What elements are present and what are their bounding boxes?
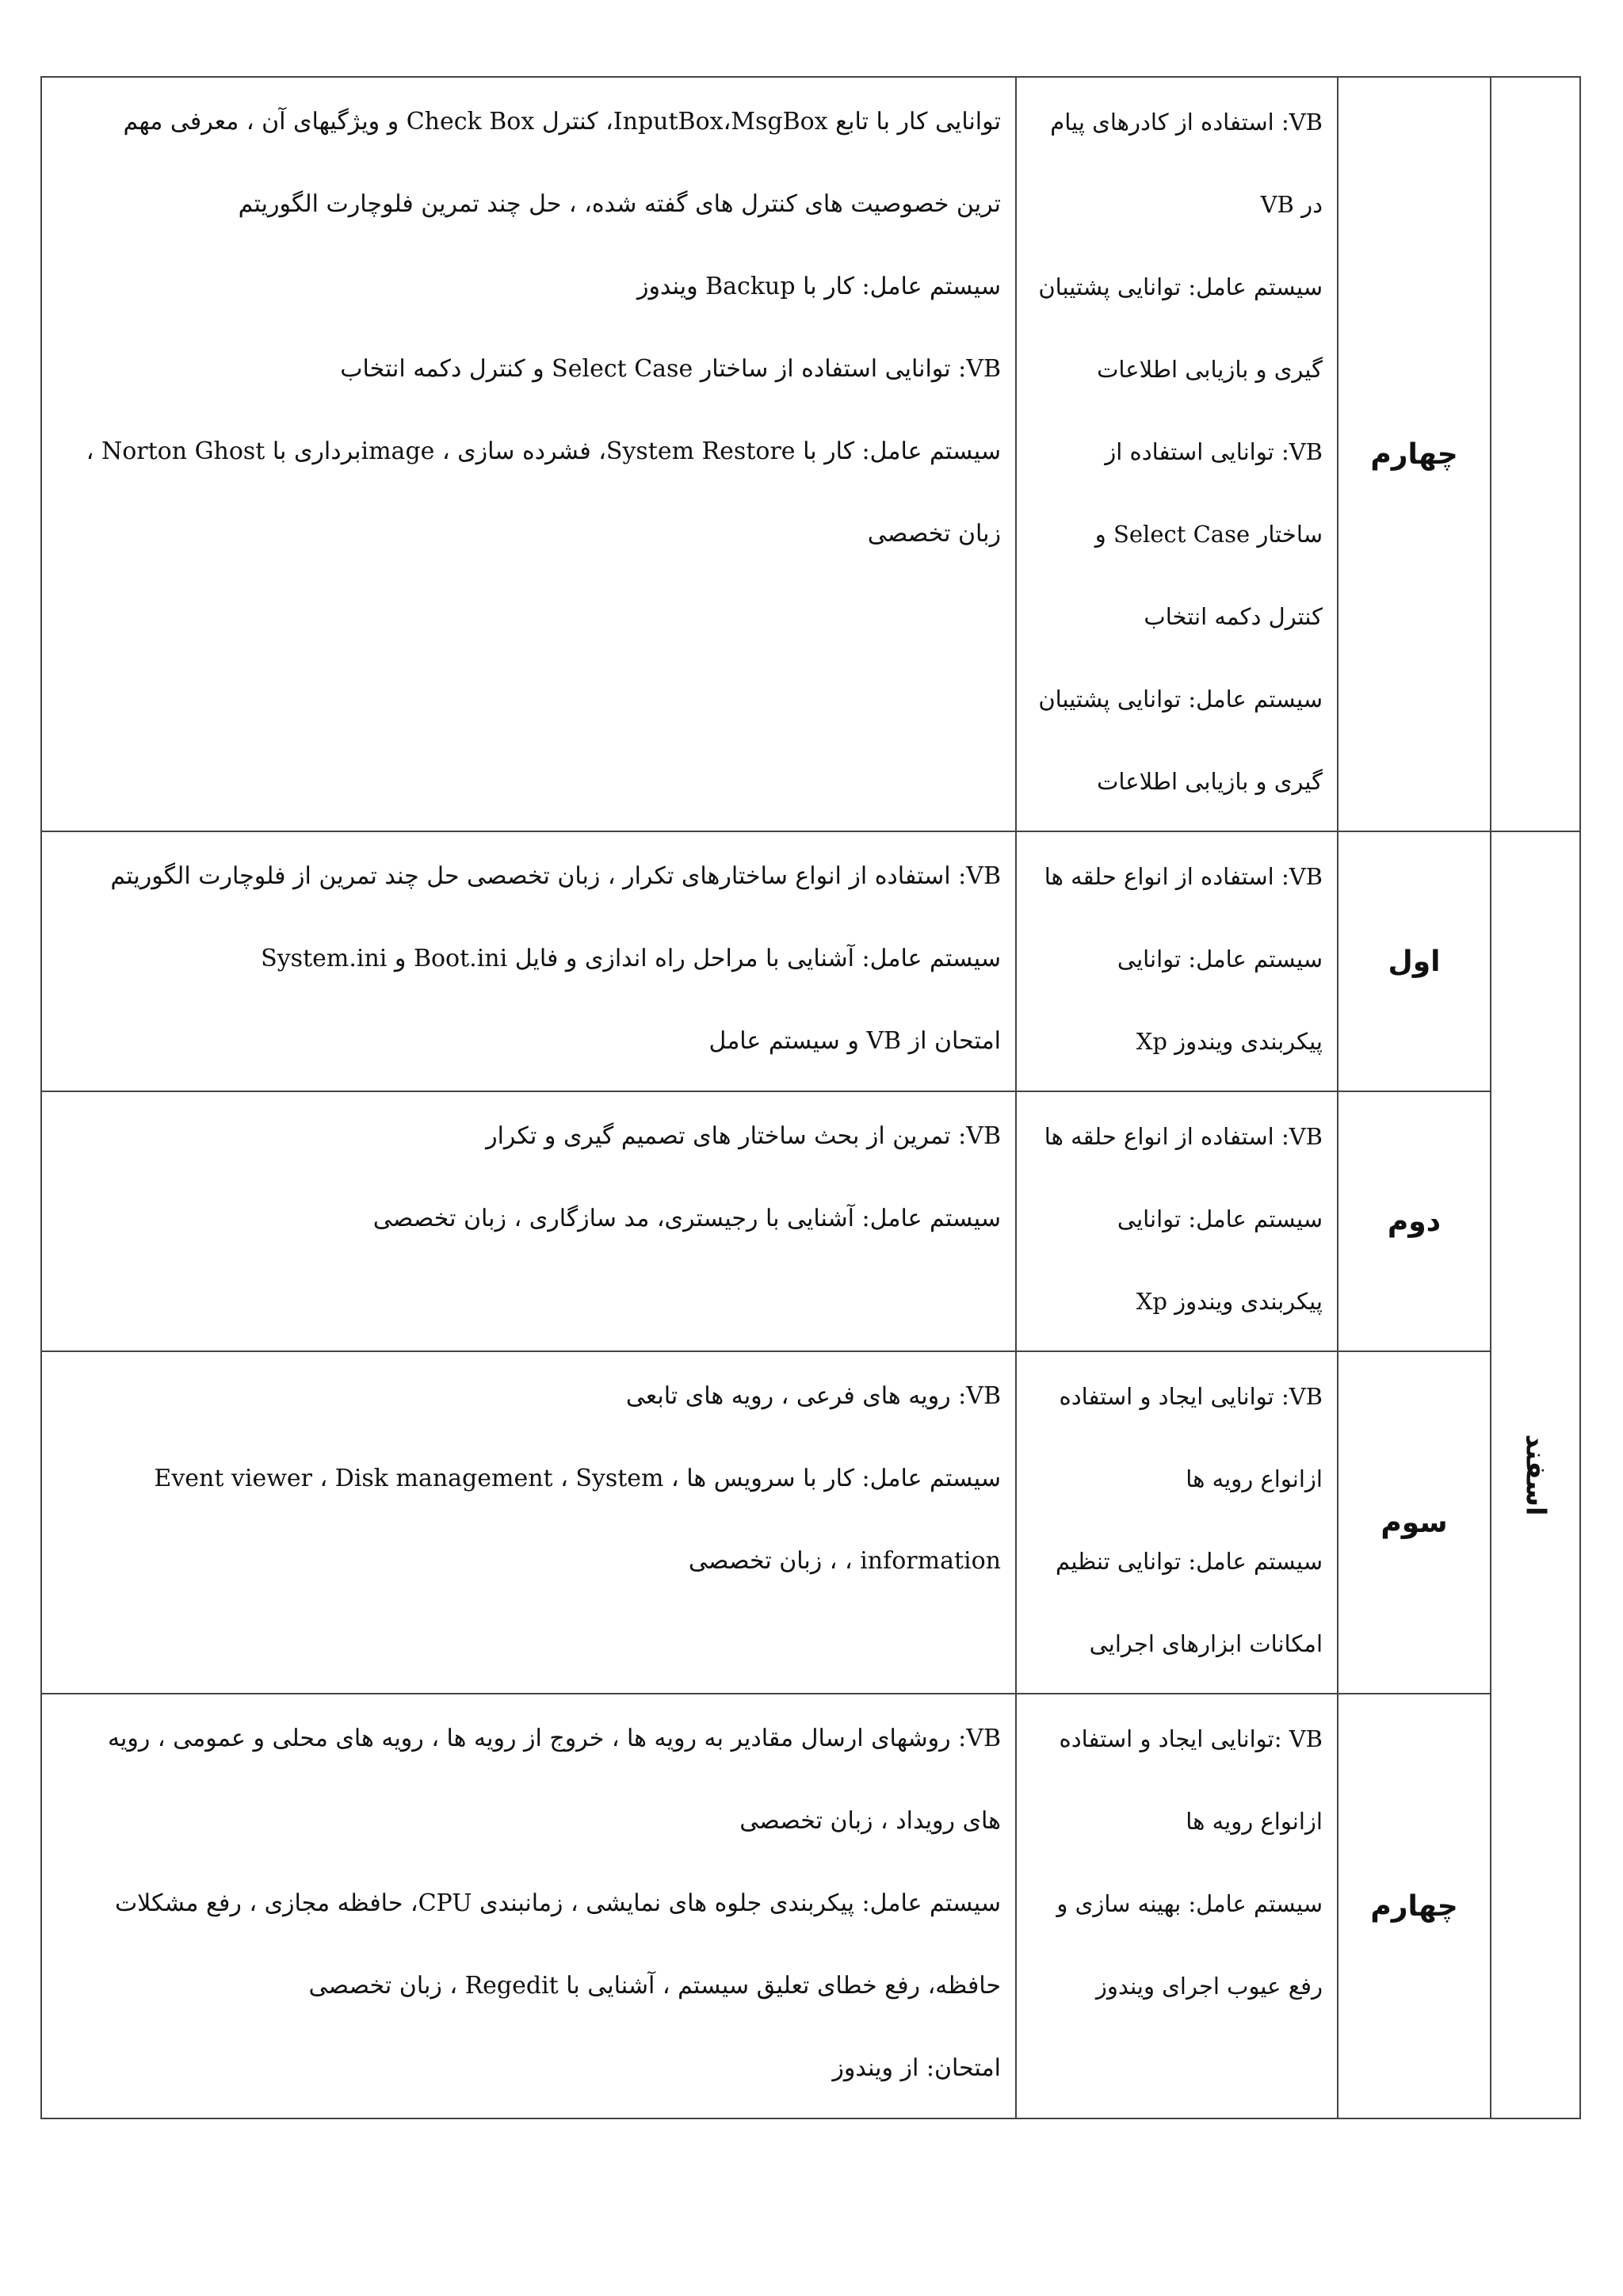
goal-line: سیستم عامل: توانایی: [1117, 1205, 1323, 1232]
content-cell: [41, 1091, 1016, 1351]
content-line: زبان تخصصی: [867, 520, 1001, 548]
week-label: چهارم: [1370, 1889, 1458, 1923]
content-line: سیستم عامل: پیکربندی جلوه های نمایشی ، زمانبندی CPU، حافظه مجازی ، رفع مشکلات: [114, 1889, 1001, 1917]
goal-line: سیستم عامل: توانایی پشتیبان: [1038, 686, 1323, 712]
goal-line: ساختار Select Case و: [1094, 521, 1323, 548]
goal-line: سیستم عامل: توانایی پشتیبان: [1038, 273, 1323, 300]
week-cell: [1338, 1694, 1491, 2118]
goal-cell: [1016, 77, 1338, 831]
goal-line: رفع عیوب اجرای ویندوز: [1095, 1973, 1323, 2000]
table-row: [41, 1351, 1580, 1694]
content-line: VB: توانایی استفاده از ساختار Select Case و کنترل دکمه انتخاب: [340, 355, 1001, 383]
content-line: VB: رویه های فرعی ، رویه های تابعی: [625, 1382, 1001, 1410]
content-line: های رویداد ، زبان تخصصی: [739, 1807, 1001, 1835]
content-cell: [41, 831, 1016, 1091]
table-row: [41, 1091, 1580, 1351]
content-line: ترین خصوصیت های کنترل های گفته شده، ، حل چند تمرین فلوچارت الگوریتم: [238, 190, 1001, 218]
week-label: سوم: [1381, 1506, 1448, 1539]
goal-line: در VB: [1260, 191, 1323, 218]
week-cell: [1338, 831, 1491, 1091]
goal-line: پیکربندی ویندوز Xp: [1136, 1028, 1323, 1055]
goal-line: ازانواع رویه ها: [1186, 1808, 1323, 1835]
week-label: اول: [1388, 945, 1441, 978]
goal-line: VB: استفاده از انواع حلقه ها: [1044, 863, 1323, 890]
goal-cell: [1016, 831, 1338, 1091]
table-row: [41, 1694, 1580, 2118]
goal-line: ازانواع رویه ها: [1186, 1465, 1323, 1492]
goal-cell: [1016, 1091, 1338, 1351]
content-line: توانایی کار با تابع InputBox،MsgBox، کنترل Check Box و ویژگیهای آن ، معرفی مهم: [123, 108, 1001, 136]
content-line: information ، ، زبان تخصصی: [688, 1547, 1001, 1575]
goal-line: پیکربندی ویندوز Xp: [1136, 1288, 1323, 1315]
content-line: سیستم عامل: کار با سرویس ها ، Event viewer ، Disk management ، System: [154, 1465, 1001, 1492]
week-cell: [1338, 1351, 1491, 1694]
content-line: امتحان از VB و سیستم عامل: [708, 1027, 1001, 1055]
content-line: امتحان: از ویندوز: [832, 2054, 1001, 2082]
content-line: سیستم عامل: کار با Backup ویندوز: [636, 273, 1001, 300]
month-cell-empty: [1491, 77, 1580, 831]
goal-line: VB: استفاده از انواع حلقه ها: [1044, 1123, 1323, 1150]
goal-line: سیستم عامل: توانایی تنظیم: [1056, 1548, 1323, 1575]
goal-line: امکانات ابزارهای اجرایی: [1089, 1630, 1323, 1657]
content-line: حافظه، رفع خطای تعلیق سیستم ، آشنایی با Regedit ، زبان تخصصی: [308, 1972, 1001, 2000]
content-cell: [41, 1351, 1016, 1694]
content-line: VB: روشهای ارسال مقادیر به رویه ها ، خروج از رویه ها ، رویه های محلی و عمومی ، رویه: [107, 1725, 1001, 1752]
week-cell: [1338, 77, 1491, 831]
content-cell: [41, 1694, 1016, 2118]
goal-line: VB :توانایی ایجاد و استفاده: [1059, 1725, 1323, 1752]
goal-line: VB: استفاده از کادرهای پیام: [1050, 109, 1323, 136]
week-label: دوم: [1387, 1205, 1442, 1238]
goal-line: سیستم عامل: بهینه سازی و: [1056, 1890, 1323, 1917]
goal-cell: [1016, 1351, 1338, 1694]
goal-line: VB: توانایی ایجاد و استفاده: [1059, 1383, 1323, 1410]
goal-line: سیستم عامل: توانایی: [1117, 946, 1323, 972]
week-label: چهارم: [1370, 437, 1458, 471]
month-cell: [1491, 831, 1580, 2118]
content-line: سیستم عامل: آشنایی با رجیستری، مد سازگاری ، زبان تخصصی: [372, 1205, 1001, 1232]
goal-line: گیری و بازیابی اطلاعات: [1097, 356, 1323, 383]
lesson-plan-table: [40, 76, 1581, 2119]
month-label: اسفند: [1519, 1434, 1552, 1516]
goal-line: گیری و بازیابی اطلاعات: [1097, 768, 1323, 795]
goal-line: VB: توانایی استفاده از: [1105, 438, 1323, 465]
week-cell: [1338, 1091, 1491, 1351]
goal-line: کنترل دکمه انتخاب: [1144, 603, 1323, 630]
content-cell: [41, 77, 1016, 831]
table-row: [41, 831, 1580, 1091]
table-row: [41, 77, 1580, 831]
content-line: سیستم عامل: کار با System Restore، فشرده سازی ، imageبرداری با Norton Ghost ،: [86, 437, 1001, 465]
goal-cell: [1016, 1694, 1338, 2118]
content-line: سیستم عامل: آشنایی با مراحل راه اندازی و فایل Boot.ini و System.ini: [261, 945, 1001, 972]
content-line: VB: تمرین از بحث ساختار های تصمیم گیری و تکرار: [486, 1122, 1001, 1150]
content-line: VB: استفاده از انواع ساختارهای تکرار ، زبان تخصصی حل چند تمرین از فلوچارت الگوریتم: [110, 862, 1001, 890]
